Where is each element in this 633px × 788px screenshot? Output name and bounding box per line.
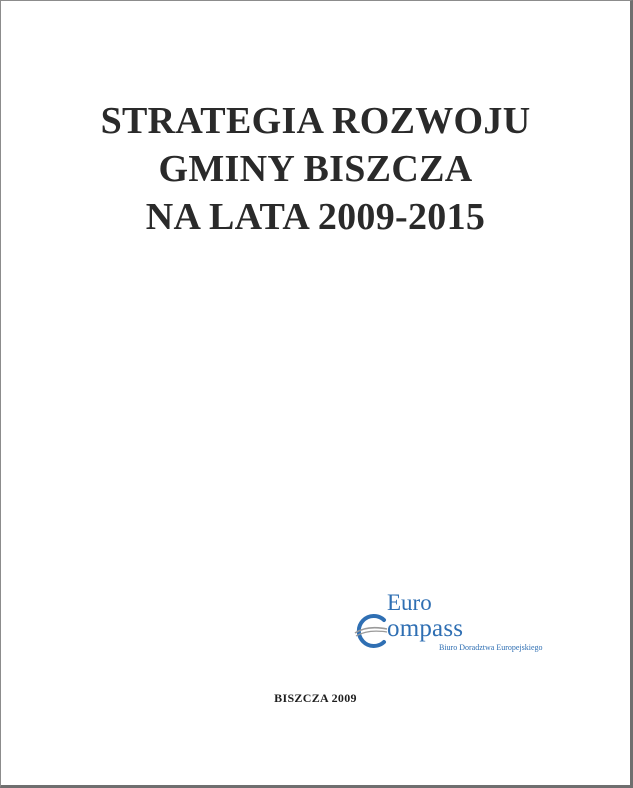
title-line-2: GMINY BISZCZA <box>158 148 473 190</box>
euro-compass-logo <box>353 589 568 655</box>
title-line-3: NA LATA 2009-2015 <box>145 196 486 238</box>
logo-compass-text: ompass <box>387 615 464 642</box>
logo-tagline: Biuro Doradztwa Europejskiego <box>439 643 543 652</box>
compass-c-logo-icon <box>353 611 389 651</box>
place-and-year: BISZCZA 2009 <box>274 691 357 705</box>
title-line-1: STRATEGIA ROZWOJU <box>100 100 531 142</box>
document-title <box>1 97 630 241</box>
logo-euro-text: Euro <box>387 590 432 615</box>
